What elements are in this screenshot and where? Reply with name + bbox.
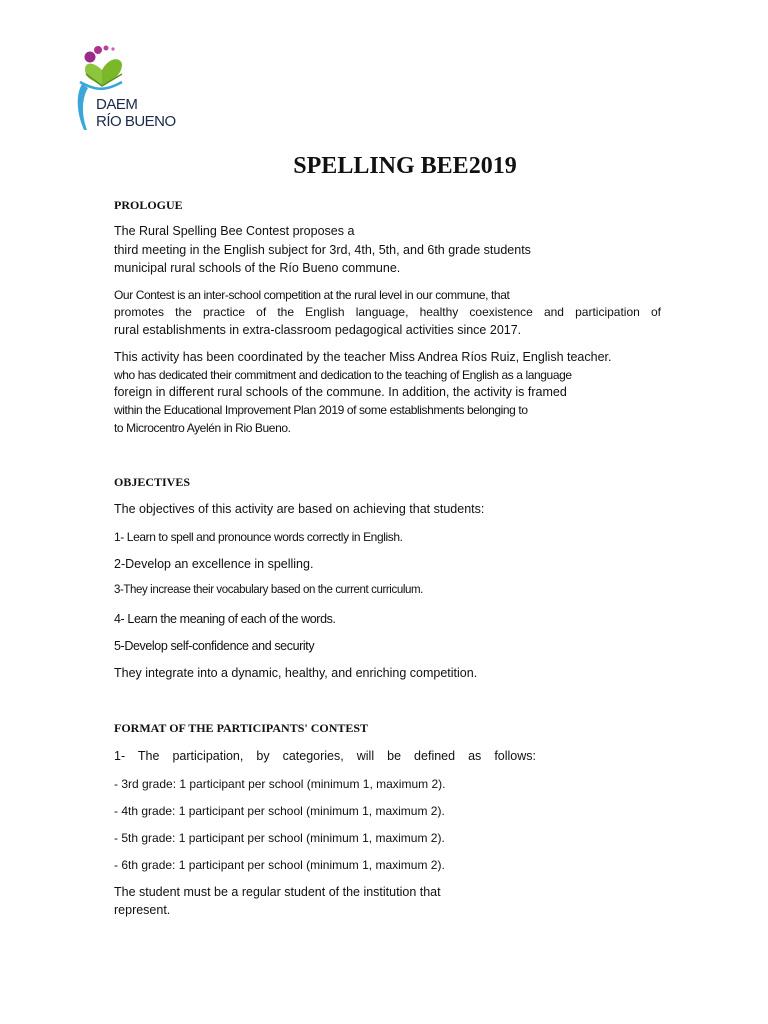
format-closing-line: The student must be a regular student of the institution that: [114, 885, 441, 899]
objective-item: 2-Develop an excellence in spelling.: [114, 557, 314, 571]
prologue-p1-line: third meeting in the English subject for 3rd, 4th, 5th, and 6th grade students: [114, 243, 531, 257]
prologue-p3-line: who has dedicated their commitment and dedication to the teaching of English as a language: [114, 368, 572, 382]
objective-item: 3-They increase their vocabulary based on the current curriculum.: [114, 584, 423, 596]
prologue-p1-line: municipal rural schools of the Río Bueno commune.: [114, 261, 401, 275]
logo-text-rio-bueno: RÍO BUENO: [96, 113, 176, 130]
objective-item: 4- Learn the meaning of each of the words.: [114, 612, 336, 626]
prologue-p3-line: This activity has been coordinated by the teacher Miss Andrea Ríos Ruiz, English teacher.: [114, 350, 612, 364]
format-item: - 5th grade: 1 participant per school (minimum 1, maximum 2).: [114, 831, 445, 845]
format-closing-line: represent.: [114, 903, 171, 917]
prologue-p2-line: promotes the practice of the English language, healthy coexistence and participation of: [114, 305, 661, 319]
daem-logo: [74, 44, 184, 134]
format-item: - 3rd grade: 1 participant per school (minimum 1, maximum 2).: [114, 777, 446, 791]
prologue-p2-line: rural establishments in extra-classroom pedagogical activities since 2017.: [114, 323, 522, 337]
prologue-p1-line: The Rural Spelling Bee Contest proposes a: [114, 224, 355, 238]
document-title: SPELLING BEE2019: [293, 153, 517, 179]
format-item: - 6th grade: 1 participant per school (minimum 1, maximum 2).: [114, 858, 445, 872]
objective-item: 1- Learn to spell and pronounce words correctly in English.: [114, 530, 403, 544]
prologue-p3-line: within the Educational Improvement Plan 2019 of some establishments belonging to: [114, 403, 528, 417]
format-heading: FORMAT OF THE PARTICIPANTS' CONTEST: [114, 721, 369, 735]
objectives-intro: The objectives of this activity are based on achieving that students:: [114, 502, 485, 516]
prologue-p2-line: Our Contest is an inter-school competition at the rural level in our commune, that: [114, 288, 510, 302]
prologue-heading: PROLOGUE: [114, 198, 183, 212]
prologue-p3-line: to Microcentro Ayelén in Rio Bueno.: [114, 421, 291, 435]
format-intro: 1- The participation, by categories, will be defined as follows:: [114, 749, 536, 763]
format-item: - 4th grade: 1 participant per school (minimum 1, maximum 2).: [114, 804, 445, 818]
objective-item: 5-Develop self-confidence and security: [114, 639, 315, 653]
objectives-heading: OBJECTIVES: [114, 475, 191, 489]
logo-text-daem: DAEM: [96, 96, 138, 113]
objectives-closing: They integrate into a dynamic, healthy, and enriching competition.: [114, 666, 478, 680]
prologue-p3-line: foreign in different rural schools of the commune. In addition, the activity is framed: [114, 385, 567, 399]
